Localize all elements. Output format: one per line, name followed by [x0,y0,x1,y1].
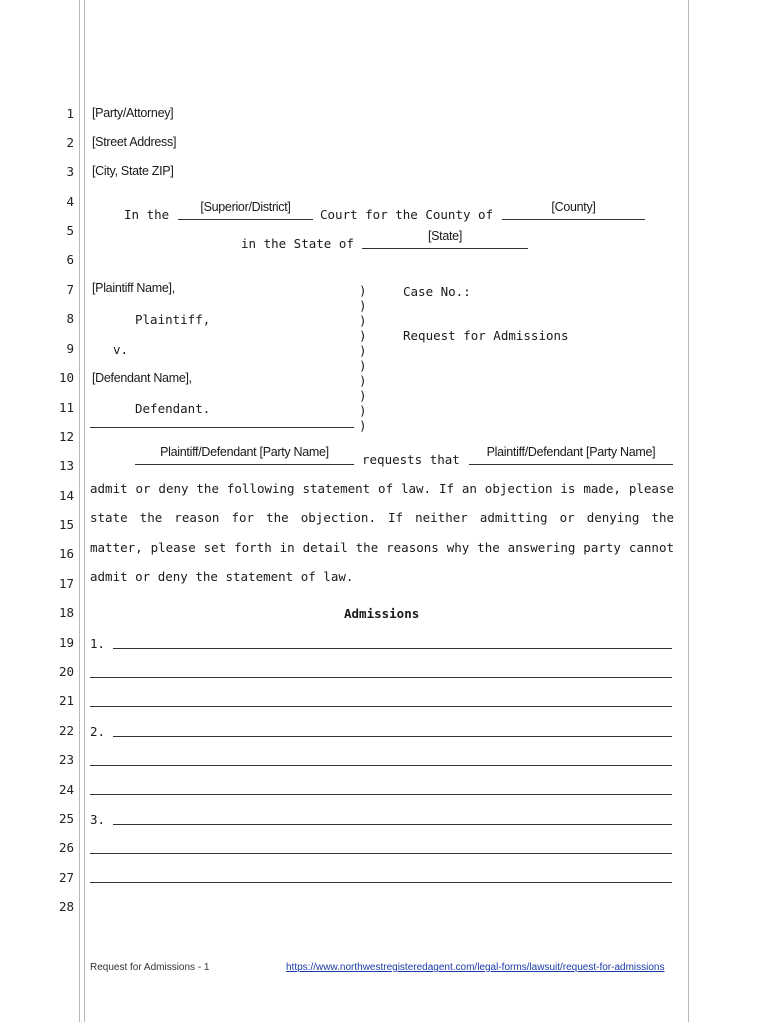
requesting-party-field[interactable] [135,445,354,465]
line-number: 14 [58,488,74,503]
county-field[interactable] [502,200,645,220]
caption-bottom-rule [90,427,354,428]
footer-label: Request for Admissions - 1 [90,962,210,973]
plaintiff-label: Plaintiff, [135,312,211,327]
court-type-field[interactable] [178,200,313,220]
defendant-label: Defendant. [135,401,211,416]
footer-url-link[interactable]: https://www.northwestregisteredagent.com/legal-forms/lawsuit/request-for-admissions [286,962,665,973]
line-number: 16 [58,546,74,561]
body-line-15: state the reason for the objection. If neither admitting or denying the [90,510,674,525]
caption-paren: ) [359,373,367,388]
line-number: 17 [58,576,74,591]
state-field[interactable] [362,229,528,249]
requests-that-label: requests that [362,452,460,467]
left-margin-line-outer [79,0,80,1022]
line-number: 6 [66,252,74,267]
admission-1-line-2[interactable] [90,677,672,678]
body-line-14: admit or deny the following statement of law. If an objection is made, please [90,481,674,496]
admission-3-line-3[interactable] [90,882,672,883]
caption-paren: ) [359,388,367,403]
caption-paren: ) [359,403,367,418]
admission-number-3: 3. [90,812,106,827]
admission-number-1: 1. [90,636,106,651]
line-number: 23 [58,752,74,767]
line-number: 21 [58,693,74,708]
admission-2-line-1[interactable] [113,736,672,737]
state-value: [State] [427,229,463,243]
line-number: 2 [66,135,74,150]
admission-2-line-3[interactable] [90,794,672,795]
caption-paren: ) [359,418,367,433]
caption-paren: ) [359,298,367,313]
city-state-zip-field[interactable]: [City, State ZIP] [92,164,174,178]
line-number: 26 [58,840,74,855]
line-number: 24 [58,782,74,797]
court-type-value: [Superior/District] [200,200,291,214]
line-number: 19 [58,635,74,650]
line-number: 15 [58,517,74,532]
line-number: 5 [66,223,74,238]
line-number: 20 [58,664,74,679]
line-number: 22 [58,723,74,738]
line-number: 28 [58,899,74,914]
responding-party-value: Plaintiff/Defendant [Party Name] [486,445,656,459]
admission-1-line-3[interactable] [90,706,672,707]
line-number: 12 [58,429,74,444]
line-number: 3 [66,164,74,179]
line-number: 7 [66,282,74,297]
caption-paren: ) [359,343,367,358]
county-value: [County] [551,200,596,214]
responding-party-field[interactable] [469,445,673,465]
court-for-county-label: Court for the County of [320,207,494,222]
line-number: 13 [58,458,74,473]
defendant-name-field[interactable]: [Defendant Name], [92,371,192,385]
line-number: 9 [66,341,74,356]
line-number: 8 [66,311,74,326]
requesting-party-value: Plaintiff/Defendant [Party Name] [160,445,329,459]
line-number: 27 [58,870,74,885]
admission-2-line-2[interactable] [90,765,672,766]
admission-3-line-1[interactable] [113,824,672,825]
line-number: 10 [58,370,74,385]
line-number: 18 [58,605,74,620]
case-number-label: Case No.: [403,284,471,299]
caption-paren: ) [359,313,367,328]
party-attorney-field[interactable]: [Party/Attorney] [92,106,174,120]
plaintiff-name-field[interactable]: [Plaintiff Name], [92,281,175,295]
left-margin-line-inner [84,0,85,1022]
admission-number-2: 2. [90,724,106,739]
line-number: 4 [66,194,74,209]
caption-paren: ) [359,358,367,373]
in-state-of-label: in the State of [241,236,354,251]
body-line-16: matter, please set forth in detail the reasons why the answering party cannot [90,540,674,555]
line-number: 11 [58,400,74,415]
admissions-heading: Admissions [344,606,420,621]
caption-paren: ) [359,283,367,298]
in-the-label: In the [124,207,170,222]
versus-label: v. [113,342,129,357]
street-address-field[interactable]: [Street Address] [92,135,177,149]
document-title: Request for Admissions [403,328,569,343]
caption-paren: ) [359,328,367,343]
body-line-17: admit or deny the statement of law. [90,569,354,584]
line-number: 25 [58,811,74,826]
right-margin-line [688,0,689,1022]
admission-1-line-1[interactable] [113,648,672,649]
admission-3-line-2[interactable] [90,853,672,854]
line-number: 1 [66,106,74,121]
